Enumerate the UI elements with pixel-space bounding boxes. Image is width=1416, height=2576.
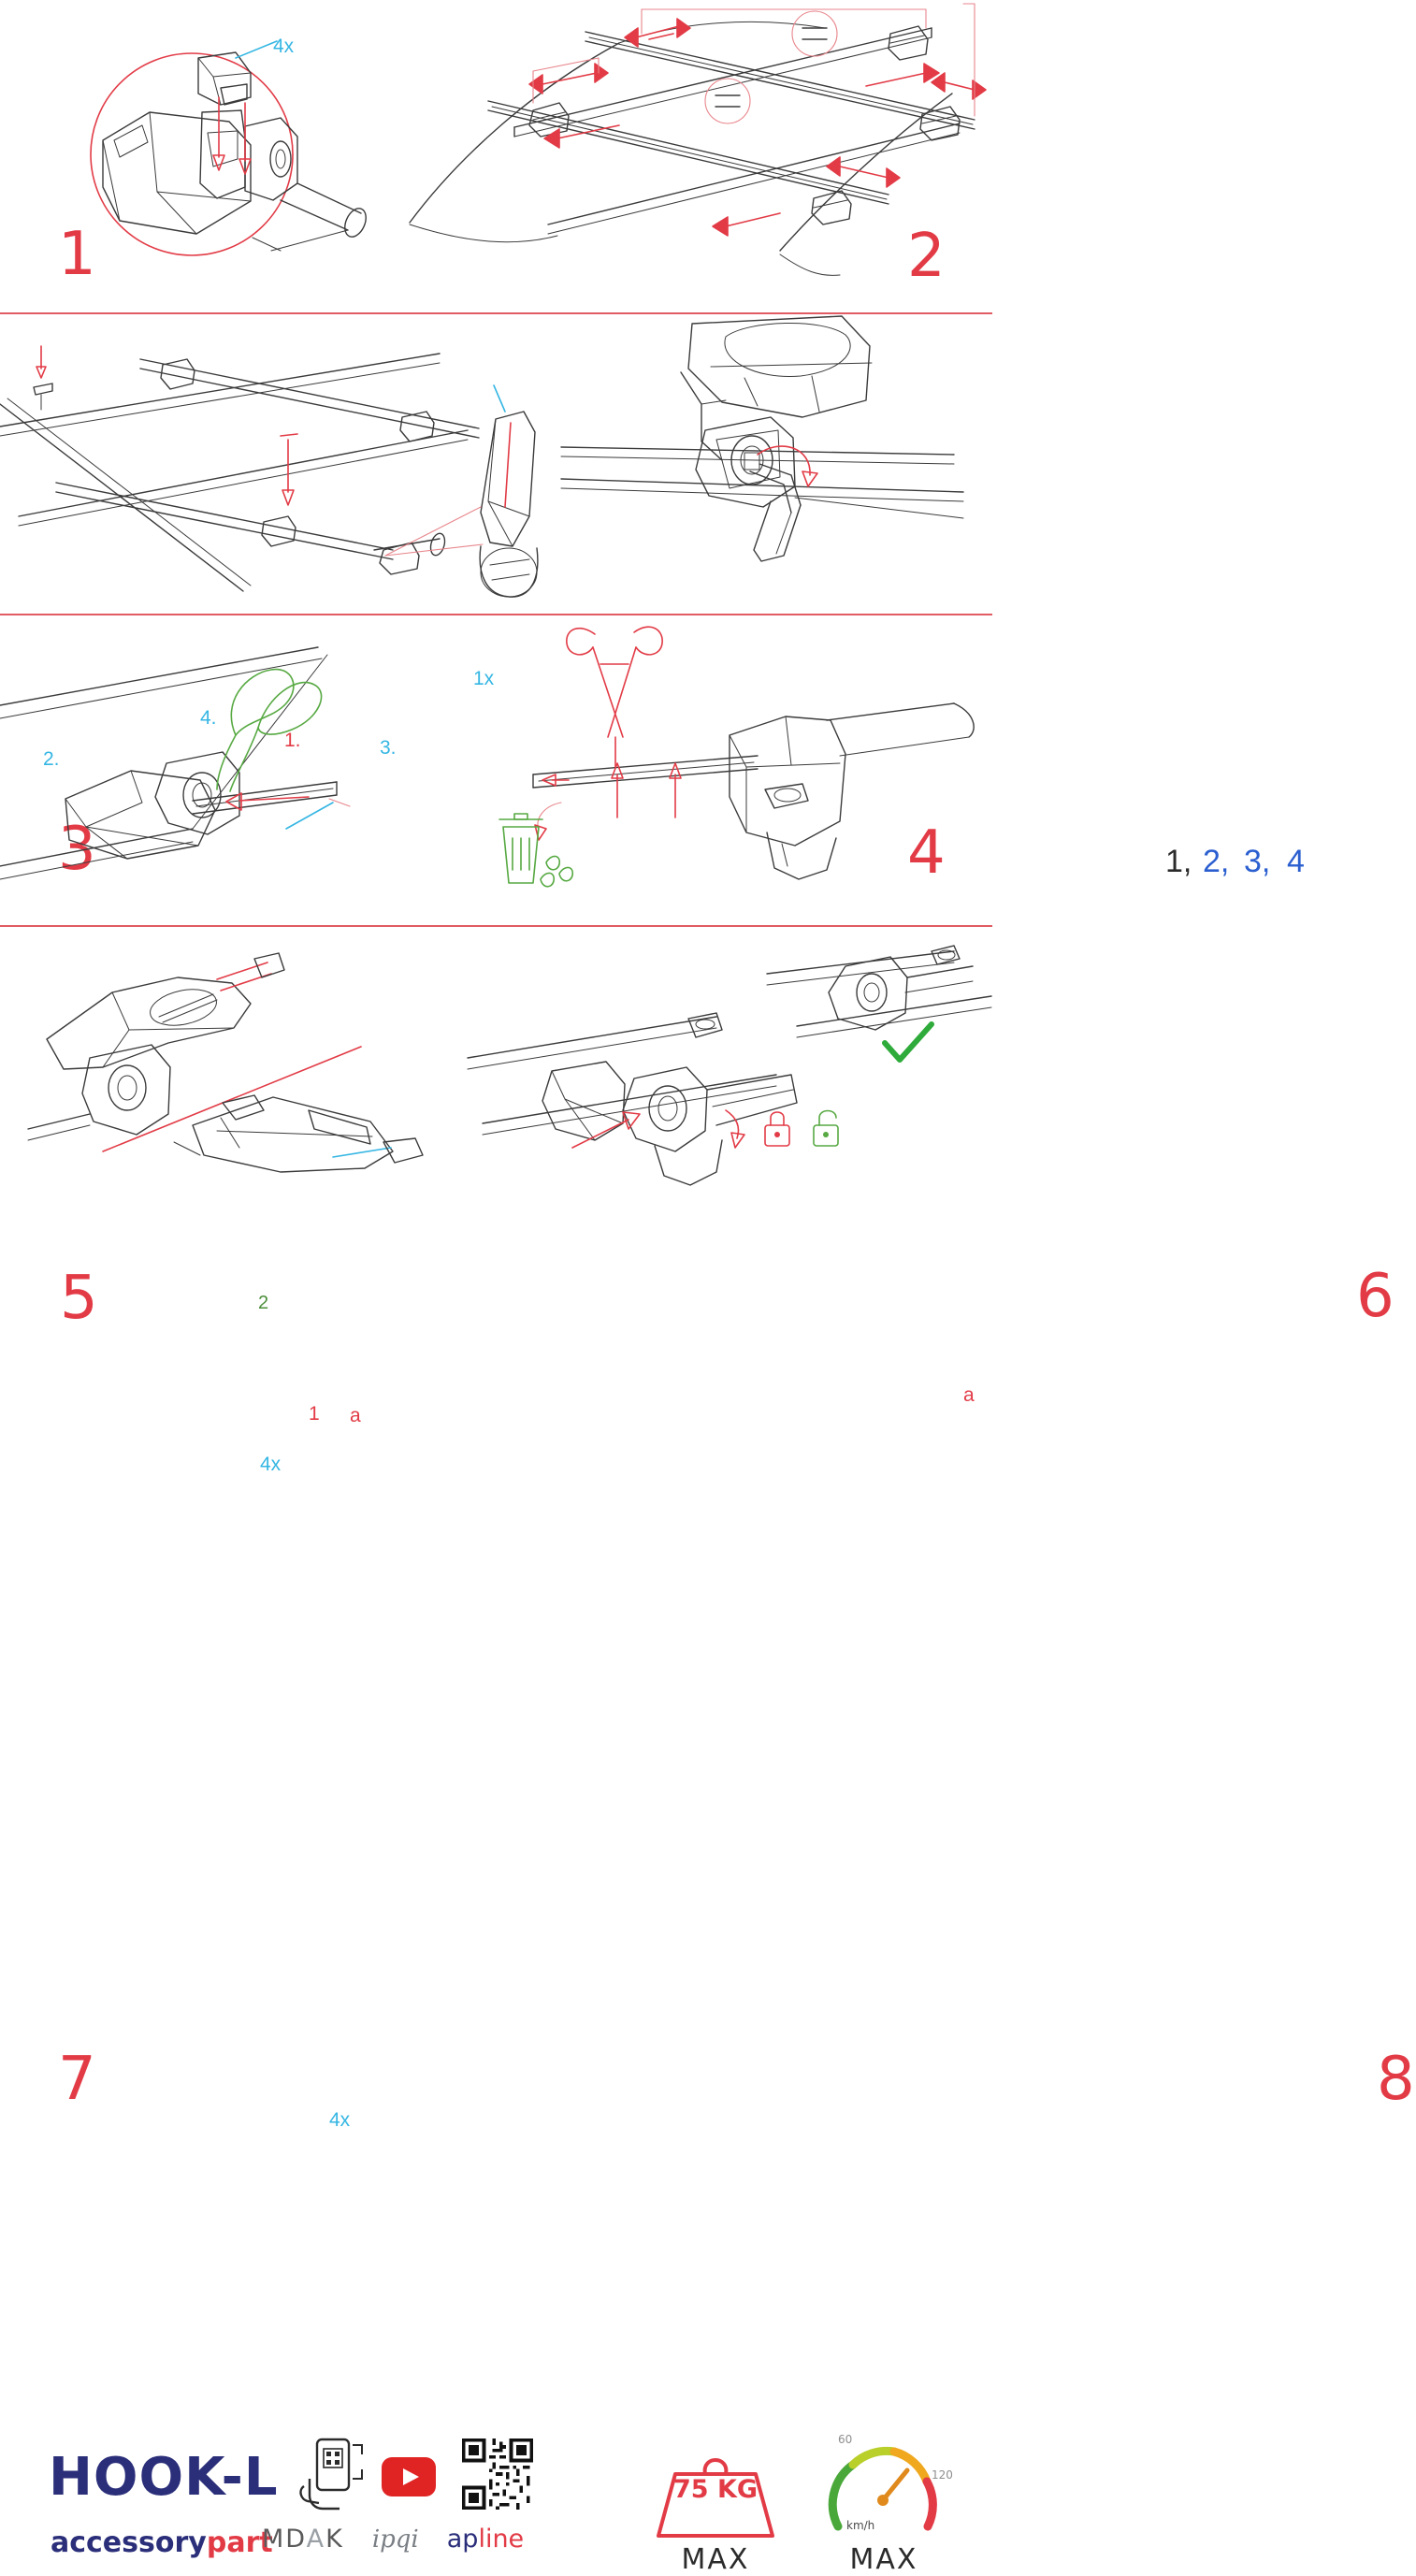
max-speed-label: MAX xyxy=(849,2543,918,2576)
qr-code xyxy=(462,2439,533,2510)
step-4-sequence-3: 3, xyxy=(1244,844,1271,879)
step-panel-6 xyxy=(449,615,1395,1406)
step-3-order-2: 2. xyxy=(43,748,60,770)
step-number-1: 1 xyxy=(58,220,97,289)
step-4-sequence-4: 4 xyxy=(1287,844,1305,879)
partner-logos xyxy=(262,2525,524,2554)
partner-logo-mdak: MDAK xyxy=(262,2525,344,2554)
speed-unit-label: km/h xyxy=(846,2519,875,2532)
step-number-3: 3 xyxy=(58,815,97,884)
step-7-illustration xyxy=(0,927,468,1208)
step-6-illustration xyxy=(449,615,992,925)
step-5-illustration xyxy=(0,615,449,925)
step-4-illustration xyxy=(561,314,992,614)
product-title: HOOK-L xyxy=(49,2447,279,2508)
step-5-label-a: a xyxy=(350,1405,361,1426)
step-number-8: 8 xyxy=(1377,2045,1416,2114)
step-3-quantity-label: 1x xyxy=(473,668,495,689)
phone-qr-scan-icon xyxy=(295,2438,369,2512)
step-5-order-2: 2 xyxy=(258,1293,269,1313)
step-5-quantity-label: 4x xyxy=(260,1454,282,1475)
step-5-order-1: 1 xyxy=(309,1403,320,1425)
brand-name-first: accessory xyxy=(51,2526,207,2559)
max-speed-icon xyxy=(821,2433,952,2545)
speed-tick-60: 60 xyxy=(838,2433,853,2446)
step-panel-8 xyxy=(468,927,1416,2114)
partner-logo-ipqi: ipqi xyxy=(371,2525,419,2554)
speed-tick-120: 120 xyxy=(932,2468,953,2482)
step-3-order-4: 4. xyxy=(200,707,217,729)
step-3-order-1: 1. xyxy=(284,730,301,751)
step-6-label-a: a xyxy=(963,1384,975,1406)
step-number-7: 7 xyxy=(58,2045,97,2114)
step-panel-7 xyxy=(0,927,468,2131)
step-panel-5 xyxy=(0,615,449,1475)
step-panel-3 xyxy=(0,314,561,884)
brand-name xyxy=(51,2526,273,2559)
partner-logo-apline: apline xyxy=(446,2525,525,2554)
step-3-illustration xyxy=(0,314,561,614)
brand-name-second: part xyxy=(206,2526,273,2559)
step-4-sequence-1: 1, xyxy=(1165,844,1192,879)
youtube-icon[interactable] xyxy=(382,2457,436,2496)
step-number-6: 6 xyxy=(1356,1262,1395,1331)
step-number-2: 2 xyxy=(907,222,946,291)
step-3-order-3: 3. xyxy=(380,737,397,759)
step-panel-2 xyxy=(402,0,992,312)
step-4-sequence-2: 2, xyxy=(1203,844,1230,879)
max-load-value: 75 KG xyxy=(672,2475,759,2504)
step-8-illustration xyxy=(468,927,992,1208)
step-1-quantity-label: 4x xyxy=(273,36,295,57)
step-panel-1 xyxy=(0,0,402,312)
step-7-quantity-label: 4x xyxy=(329,2109,351,2131)
max-load-label: MAX xyxy=(681,2543,750,2576)
step-number-4: 4 xyxy=(907,818,946,888)
step-panel-4 xyxy=(561,314,1305,888)
step-number-5: 5 xyxy=(60,1264,99,1333)
step-2-illustration xyxy=(402,0,992,312)
